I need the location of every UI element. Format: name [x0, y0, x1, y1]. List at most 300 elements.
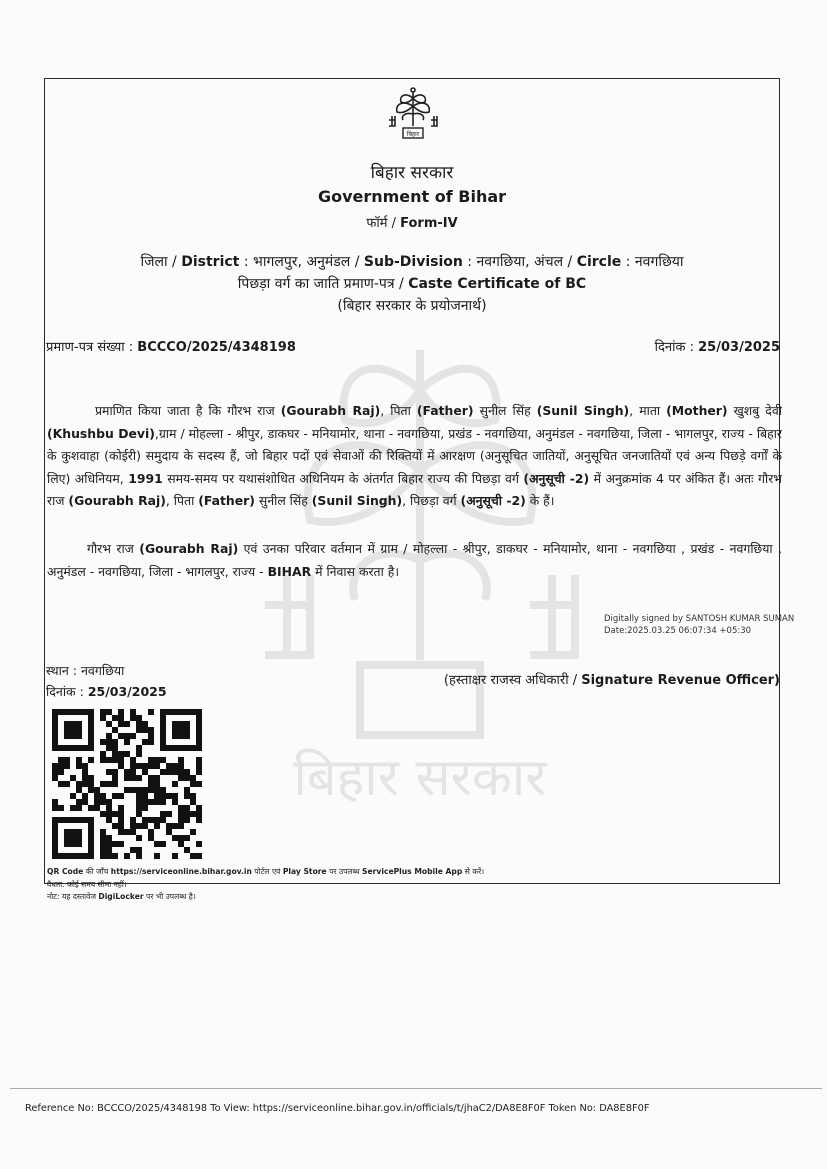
qr-module — [52, 727, 58, 733]
qr-module — [88, 715, 94, 721]
qr-module — [100, 799, 106, 805]
qr-module — [64, 817, 70, 823]
qr-module — [52, 739, 58, 745]
qr-module — [88, 847, 94, 853]
qr-module — [94, 799, 100, 805]
title-hindi: बिहार सरकार — [370, 163, 454, 183]
qr-module — [130, 715, 136, 721]
qr-module — [70, 745, 76, 751]
digital-signature: Digitally signed by SANTOSH KUMAR SUMAN Date:2025.03.25 06:07:34 +05:30 — [604, 614, 795, 636]
qr-module — [88, 757, 94, 763]
qr-module — [142, 793, 148, 799]
qr-module — [154, 799, 160, 805]
qr-module — [178, 841, 184, 847]
qr-module — [178, 727, 184, 733]
qr-module — [94, 805, 100, 811]
qr-module — [76, 721, 82, 727]
qr-module — [172, 763, 178, 769]
qr-module — [130, 787, 136, 793]
qr-module — [154, 793, 160, 799]
qr-module — [88, 805, 94, 811]
qr-module — [136, 835, 142, 841]
qr-module — [196, 757, 202, 763]
qr-module — [106, 709, 112, 715]
qr-module — [52, 799, 58, 805]
qr-module — [106, 817, 112, 823]
qr-module — [112, 757, 118, 763]
qr-module — [172, 835, 178, 841]
qr-module — [130, 817, 136, 823]
qr-module — [58, 853, 64, 859]
qr-module — [190, 793, 196, 799]
qr-module — [52, 853, 58, 859]
issue-date: दिनांक : 25/03/2025 — [46, 684, 167, 699]
qr-module — [142, 817, 148, 823]
qr-module — [106, 847, 112, 853]
qr-module — [52, 775, 58, 781]
qr-module — [172, 781, 178, 787]
qr-module — [106, 721, 112, 727]
qr-module — [82, 769, 88, 775]
qr-module — [130, 769, 136, 775]
qr-module — [184, 733, 190, 739]
qr-module — [64, 709, 70, 715]
certificate-type: पिछड़ा वर्ग का जाति प्रमाण-पत्र / Caste Certificate of BC — [237, 276, 587, 292]
qr-module — [118, 841, 124, 847]
qr-module — [106, 733, 112, 739]
qr-module — [172, 799, 178, 805]
qr-module — [184, 709, 190, 715]
qr-module — [76, 799, 82, 805]
qr-module — [172, 733, 178, 739]
qr-module — [196, 715, 202, 721]
qr-module — [112, 823, 118, 829]
qr-module — [160, 769, 166, 775]
qr-module — [118, 823, 124, 829]
qr-module — [184, 721, 190, 727]
qr-module — [124, 739, 130, 745]
qr-module — [148, 787, 154, 793]
qr-module — [112, 841, 118, 847]
qr-module — [100, 781, 106, 787]
qr-module — [124, 829, 130, 835]
qr-module — [64, 841, 70, 847]
qr-module — [70, 841, 76, 847]
qr-module — [82, 745, 88, 751]
qr-module — [106, 811, 112, 817]
footer-divider — [10, 1088, 822, 1089]
qr-module — [52, 847, 58, 853]
qr-module — [142, 787, 148, 793]
qr-module — [118, 709, 124, 715]
qr-module — [178, 745, 184, 751]
qr-module — [64, 781, 70, 787]
qr-module — [70, 853, 76, 859]
qr-module — [70, 793, 76, 799]
qr-module — [112, 775, 118, 781]
qr-module — [160, 721, 166, 727]
certificate-purpose: (बिहार सरकार के प्रयोजनार्थ) — [337, 298, 487, 314]
qr-module — [190, 709, 196, 715]
qr-module — [106, 745, 112, 751]
qr-module — [76, 781, 82, 787]
qr-module — [82, 853, 88, 859]
qr-module — [100, 829, 106, 835]
header-title-english: Government of Bihar — [317, 187, 507, 206]
qr-module — [196, 769, 202, 775]
qr-module — [112, 781, 118, 787]
qr-module — [196, 721, 202, 727]
qr-module — [118, 805, 124, 811]
qr-module — [52, 841, 58, 847]
qr-module — [70, 835, 76, 841]
qr-module — [166, 793, 172, 799]
qr-module — [160, 787, 166, 793]
qr-module — [76, 745, 82, 751]
qr-module — [88, 727, 94, 733]
qr-module — [58, 763, 64, 769]
qr-module — [160, 709, 166, 715]
qr-module — [100, 751, 106, 757]
qr-module — [178, 763, 184, 769]
certificate-date: दिनांक : 25/03/2025 — [654, 340, 780, 355]
qr-module — [52, 769, 58, 775]
qr-module — [100, 739, 106, 745]
qr-module — [70, 805, 76, 811]
qr-module — [112, 769, 118, 775]
qr-module — [118, 763, 124, 769]
certification-paragraph: प्रमाणित किया जाता है कि गौरभ राज (Gourabh Raj), पिता (Father) सुनील सिंह (Sunil Singh), माता (Mother) खुशबु देवी (Khushbu Devi),ग्राम / मोहल्ला - श्रीपुर, डाकघर - मनियामोर, थाना - नवगछिया, प्रखंड - नवगछिया, अनुमंडल - नवगछिया, जिला - भागलपुर, राज्य - बिहार के कुशवाहा (कोईरी) समुदाय के सदस्य हैं, जो बिहार पदों एवं सेवाओं की रिक्तियों में आरक्षण (अनुसूचित जातियों, अनुसूचित जनजातियों एवं अन्य पिछड़े वर्गों के लिए) अधिनियम, 1991 समय-समय पर यथासंशोधित अधिनियम के अंतर्गत बिहार राज्य की पिछड़ा वर्ग (अनुसूची -2) में अनुक्रमांक 4 पर अंकित हैं। अतः गौरभ राज (Gourabh Raj), पिता (Father) सुनील सिंह (Sunil Singh), पिछड़ा वर्ग (अनुसूची -2) के हैं। — [47, 403, 782, 508]
qr-module — [154, 853, 160, 859]
qr-module — [172, 793, 178, 799]
qr-module — [76, 787, 82, 793]
qr-module — [154, 787, 160, 793]
qr-module — [196, 763, 202, 769]
qr-module — [88, 835, 94, 841]
qr-module — [136, 745, 142, 751]
qr-module — [64, 829, 70, 835]
qr-module — [52, 817, 58, 823]
qr-module — [100, 793, 106, 799]
header-title — [44, 160, 780, 183]
qr-module — [172, 721, 178, 727]
qr-module — [112, 811, 118, 817]
qr-module — [88, 721, 94, 727]
svg-text:बिहार सरकार: बिहार सरकार — [293, 748, 547, 808]
qr-module — [52, 823, 58, 829]
qr-module — [184, 775, 190, 781]
qr-module — [130, 775, 136, 781]
qr-module — [148, 799, 154, 805]
qr-module — [106, 853, 112, 859]
qr-module — [160, 817, 166, 823]
qr-module — [136, 805, 142, 811]
qr-module — [178, 775, 184, 781]
qr-module — [136, 823, 142, 829]
qr-module — [76, 733, 82, 739]
qr-module — [106, 805, 112, 811]
qr-module — [52, 829, 58, 835]
qr-module — [166, 811, 172, 817]
qr-module — [82, 793, 88, 799]
qr-module — [184, 769, 190, 775]
qr-module — [88, 787, 94, 793]
qr-module — [112, 853, 118, 859]
qr-module — [160, 811, 166, 817]
qr-notes — [47, 866, 484, 904]
qr-module — [148, 775, 154, 781]
qr-module — [142, 769, 148, 775]
qr-module — [76, 727, 82, 733]
qr-module — [184, 793, 190, 799]
qr-module — [124, 751, 130, 757]
qr-module — [148, 733, 154, 739]
qr-module — [148, 835, 154, 841]
qr-module — [154, 763, 160, 769]
qr-module — [58, 781, 64, 787]
qr-module — [130, 709, 136, 715]
qr-module — [100, 853, 106, 859]
qr-module — [88, 733, 94, 739]
qr-module — [58, 745, 64, 751]
qr-module — [154, 823, 160, 829]
qr-module — [154, 757, 160, 763]
qr-module — [64, 835, 70, 841]
qr-module — [178, 769, 184, 775]
qr-module — [112, 745, 118, 751]
qr-module — [124, 787, 130, 793]
qr-module — [136, 853, 142, 859]
qr-module — [70, 817, 76, 823]
qr-module — [148, 829, 154, 835]
certificate-number: प्रमाण-पत्र संख्या : BCCCO/2025/4348198 — [46, 340, 296, 355]
qr-module — [196, 745, 202, 751]
qr-module — [190, 853, 196, 859]
qr-module — [184, 847, 190, 853]
qr-module — [58, 817, 64, 823]
qr-module — [130, 847, 136, 853]
bihar-emblem-icon — [383, 86, 443, 142]
qr-module — [118, 715, 124, 721]
qr-module — [136, 751, 142, 757]
qr-module — [118, 751, 124, 757]
qr-module — [64, 763, 70, 769]
qr-module — [88, 841, 94, 847]
qr-module — [100, 709, 106, 715]
qr-module — [106, 769, 112, 775]
place: स्थान : नवगछिया — [46, 663, 125, 678]
qr-module — [154, 775, 160, 781]
qr-module — [124, 853, 130, 859]
qr-module — [82, 781, 88, 787]
qr-module — [184, 811, 190, 817]
qr-module — [178, 823, 184, 829]
qr-module — [88, 739, 94, 745]
qr-module — [118, 829, 124, 835]
qr-module — [100, 835, 106, 841]
qr-module — [76, 835, 82, 841]
qr-module — [142, 721, 148, 727]
qr-module — [52, 745, 58, 751]
qr-module — [118, 817, 124, 823]
qr-module — [118, 793, 124, 799]
qr-module — [76, 817, 82, 823]
qr-module — [184, 835, 190, 841]
qr-module — [136, 775, 142, 781]
qr-module — [196, 709, 202, 715]
qr-module — [58, 709, 64, 715]
qr-module — [184, 727, 190, 733]
qr-module — [52, 763, 58, 769]
qr-module — [172, 823, 178, 829]
qr-module — [70, 733, 76, 739]
qr-module — [88, 853, 94, 859]
qr-module — [52, 721, 58, 727]
qr-module — [196, 853, 202, 859]
qr-module — [64, 853, 70, 859]
qr-module — [112, 751, 118, 757]
qr-module — [196, 811, 202, 817]
qr-module — [148, 739, 154, 745]
qr-module — [88, 745, 94, 751]
qr-module — [88, 775, 94, 781]
residence-paragraph: गौरभ राज (Gourabh Raj) एवं उनका परिवार वर्तमान में ग्राम / मोहल्ला - श्रीपुर, डाकघर - मनियामोर, थाना - नवगछिया , प्रखंड - नवगछिया , अनुमंडल - नवगछिया, जिला - भागलपुर, राज्य - BIHAR में निवास करता है। — [47, 541, 782, 579]
qr-module — [52, 805, 58, 811]
qr-module — [100, 841, 106, 847]
qr-module — [142, 823, 148, 829]
form-number: फॉर्म / Form-IV — [366, 216, 458, 231]
qr-module — [172, 769, 178, 775]
qr-module — [190, 775, 196, 781]
qr-module — [160, 715, 166, 721]
qr-module — [76, 757, 82, 763]
qr-module — [160, 757, 166, 763]
qr-module — [178, 835, 184, 841]
qr-module — [70, 709, 76, 715]
qr-module — [70, 775, 76, 781]
qr-module — [184, 817, 190, 823]
qr-module — [136, 799, 142, 805]
qr-module — [148, 781, 154, 787]
qr-module — [148, 757, 154, 763]
qr-module — [136, 721, 142, 727]
qr-module — [130, 829, 136, 835]
qr-module — [64, 745, 70, 751]
jurisdiction-line: जिला / District : भागलपुर, अनुमंडल / Sub-Division : नवगछिया, अंचल / Circle : नवगछिया — [140, 254, 684, 270]
qr-module — [130, 757, 136, 763]
qr-module — [160, 799, 166, 805]
qr-module — [172, 853, 178, 859]
qr-module — [142, 727, 148, 733]
qr-module — [154, 817, 160, 823]
qr-code-icon — [52, 709, 202, 859]
qr-module — [196, 733, 202, 739]
qr-module — [166, 829, 172, 835]
qr-module — [148, 727, 154, 733]
qr-module — [118, 721, 124, 727]
qr-module — [118, 757, 124, 763]
qr-module — [112, 793, 118, 799]
qr-module — [58, 757, 64, 763]
qr-module — [190, 745, 196, 751]
qr-module — [136, 787, 142, 793]
qr-module — [154, 781, 160, 787]
qr-module — [148, 817, 154, 823]
qr-module — [142, 805, 148, 811]
qr-module — [76, 805, 82, 811]
validity-note: वैधता: कोई समय सीमा नहीं। — [47, 879, 127, 889]
qr-module — [166, 763, 172, 769]
qr-module — [142, 739, 148, 745]
qr-module — [58, 769, 64, 775]
qr-module — [160, 727, 166, 733]
qr-module — [142, 763, 148, 769]
qr-module — [100, 847, 106, 853]
qr-module — [106, 757, 112, 763]
qr-module — [142, 799, 148, 805]
qr-module — [64, 727, 70, 733]
qr-module — [94, 793, 100, 799]
qr-module — [184, 787, 190, 793]
qr-module — [88, 823, 94, 829]
qr-module — [166, 709, 172, 715]
qr-module — [106, 799, 112, 805]
qr-module — [136, 793, 142, 799]
digilocker-note: नोट: यह दस्तावेज DigiLocker पर भी उपलब्ध है। — [47, 892, 196, 901]
qr-module — [124, 775, 130, 781]
qr-module — [178, 709, 184, 715]
qr-module — [130, 823, 136, 829]
qr-module — [70, 721, 76, 727]
qr-module — [106, 739, 112, 745]
qr-module — [190, 811, 196, 817]
qr-module — [196, 817, 202, 823]
qr-module — [52, 835, 58, 841]
qr-module — [82, 775, 88, 781]
qr-module — [106, 841, 112, 847]
qr-module — [178, 805, 184, 811]
qr-module — [88, 829, 94, 835]
qr-module — [160, 841, 166, 847]
qr-module — [82, 763, 88, 769]
qr-module — [118, 811, 124, 817]
qr-note-line: QR Code की जाँच https://serviceonline.bihar.gov.in पोर्टल एवं Play Store पर उपलब्ध ServicePlus Mobile App से करें। — [47, 867, 485, 876]
qr-module — [76, 829, 82, 835]
qr-module — [106, 781, 112, 787]
qr-module — [124, 721, 130, 727]
qr-module — [70, 829, 76, 835]
qr-module — [52, 733, 58, 739]
qr-module — [52, 715, 58, 721]
qr-module — [100, 811, 106, 817]
qr-module — [190, 799, 196, 805]
qr-module — [160, 745, 166, 751]
qr-module — [160, 739, 166, 745]
qr-module — [100, 757, 106, 763]
qr-module — [76, 763, 82, 769]
qr-module — [190, 829, 196, 835]
qr-module — [94, 787, 100, 793]
signatory-label: (हस्ताक्षर राजस्व अधिकारी / Signature Revenue Officer) — [443, 673, 780, 688]
qr-module — [196, 841, 202, 847]
svg-text:बिहार: बिहार — [406, 131, 420, 138]
qr-module — [88, 709, 94, 715]
qr-module — [136, 847, 142, 853]
qr-module — [136, 811, 142, 817]
qr-module — [172, 709, 178, 715]
qr-module — [82, 709, 88, 715]
qr-module — [184, 805, 190, 811]
